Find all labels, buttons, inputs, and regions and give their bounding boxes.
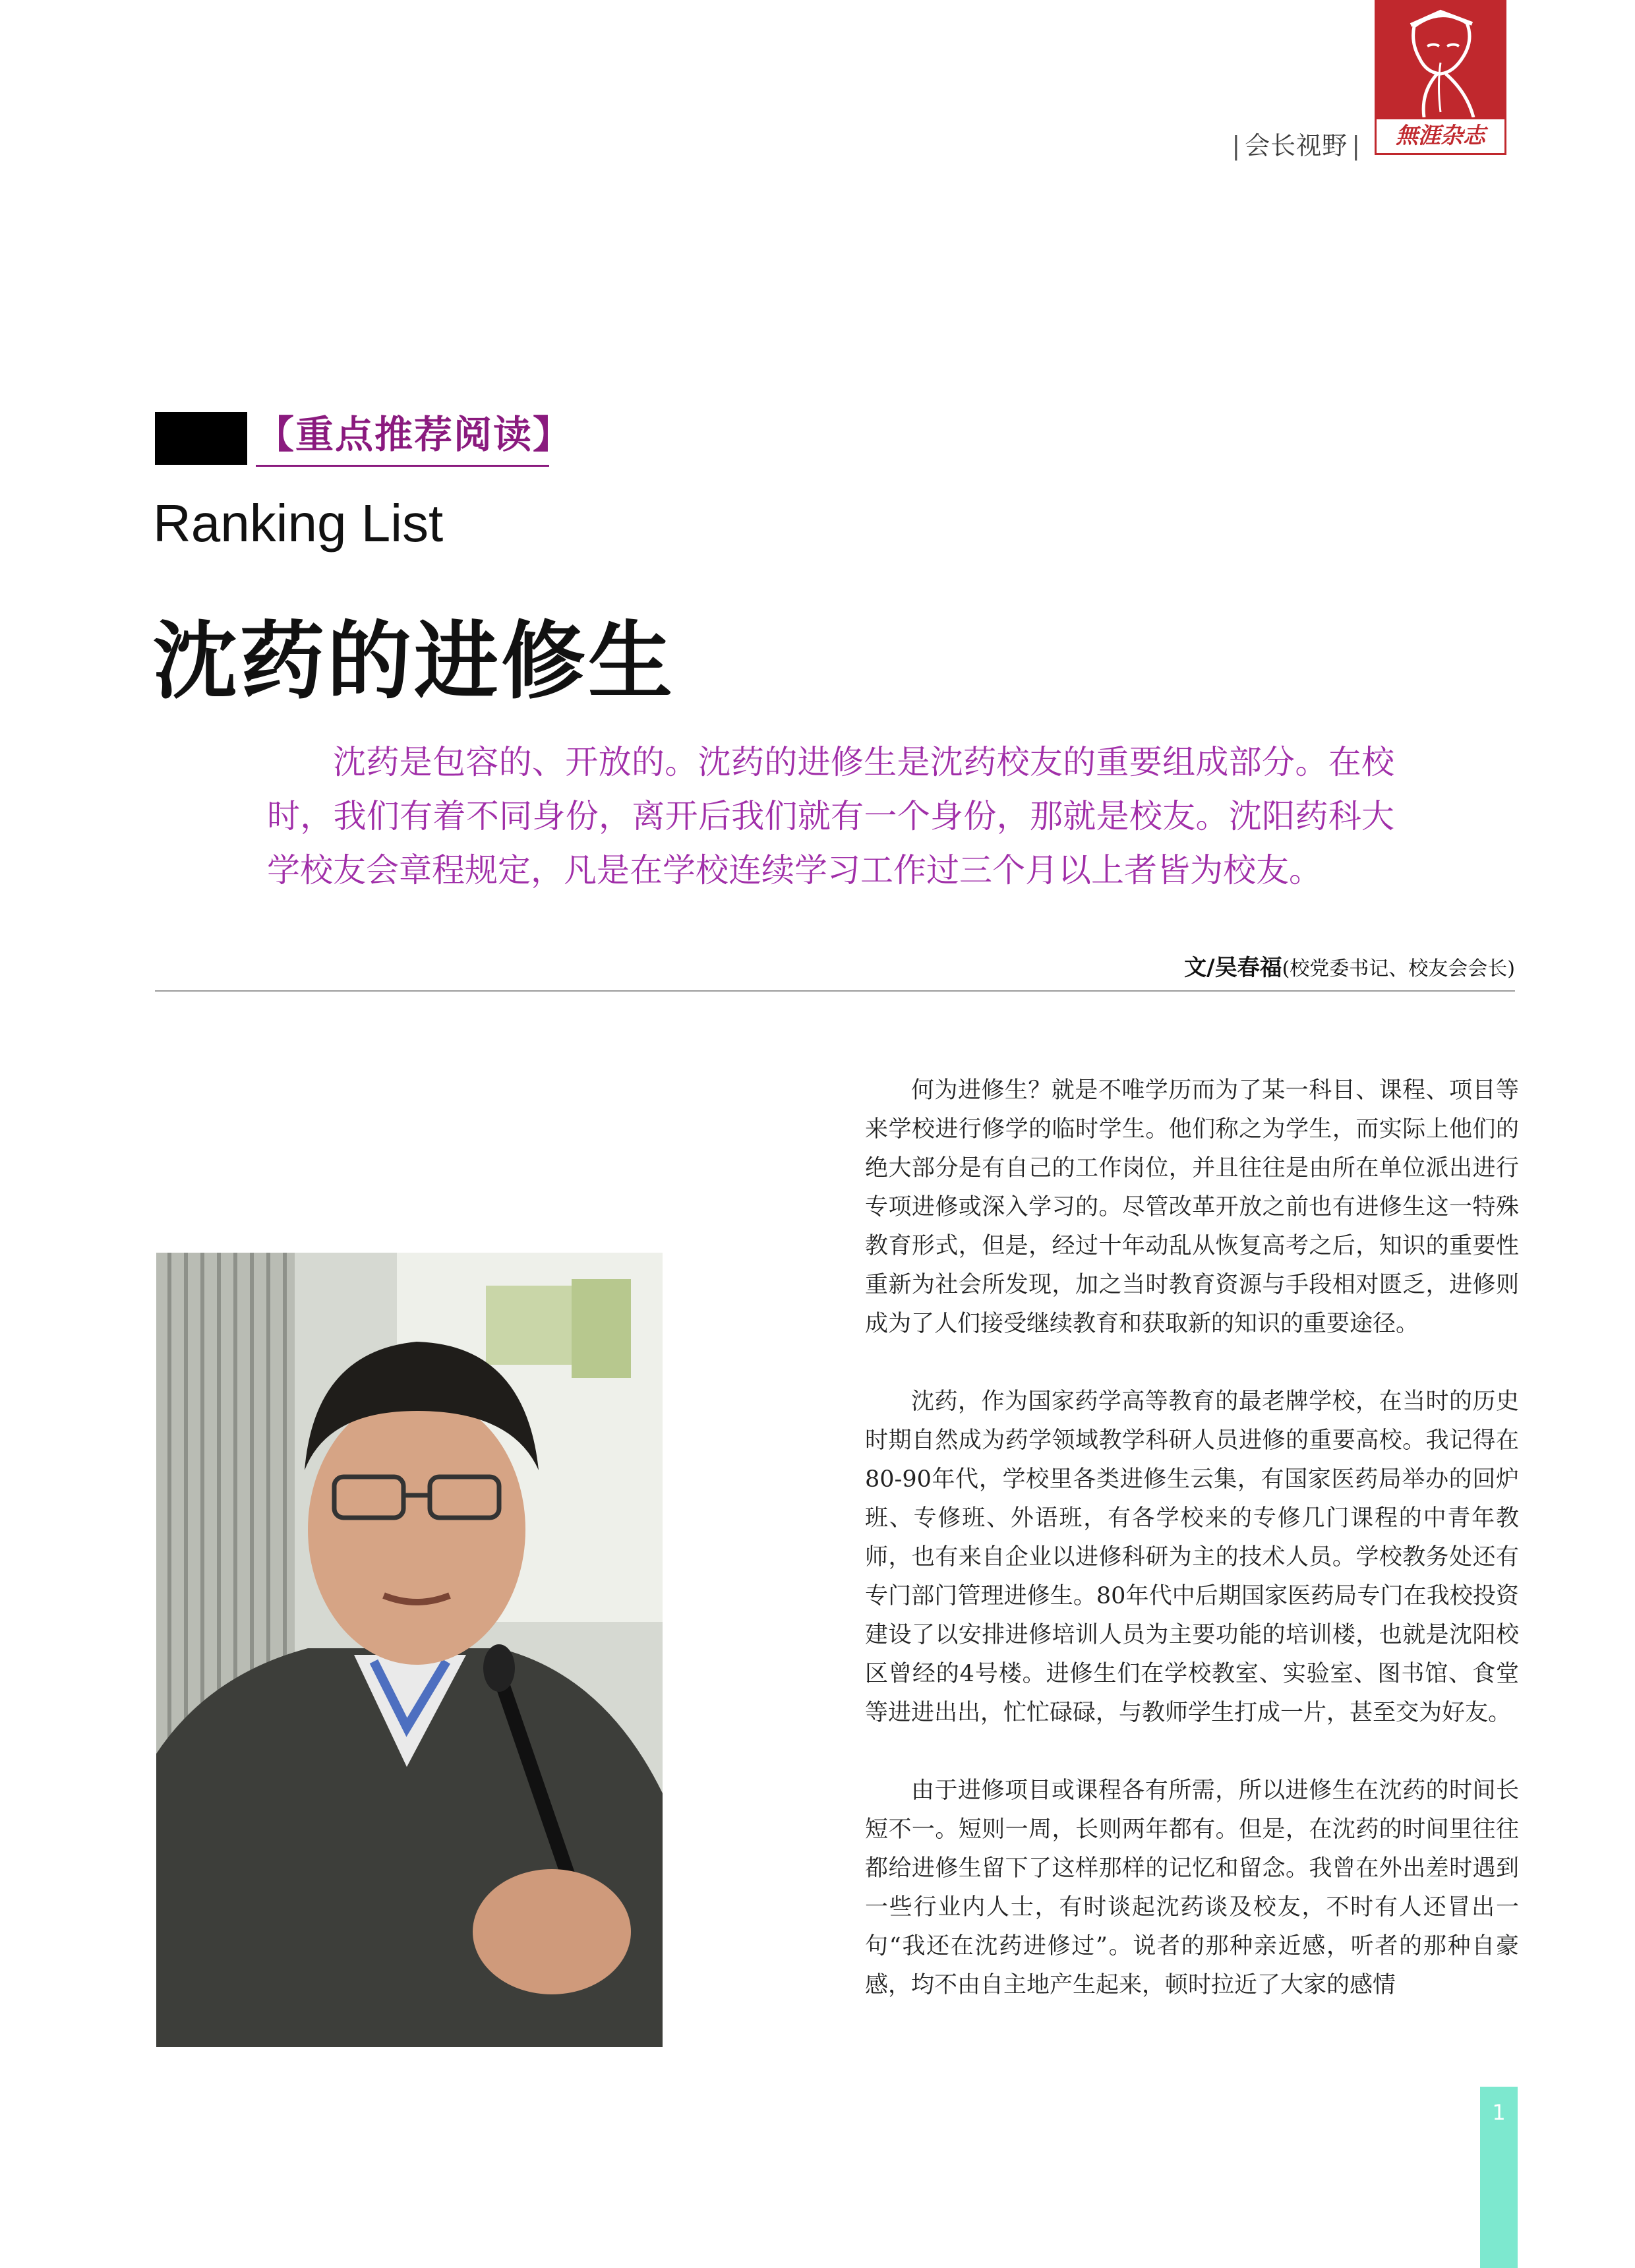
section-label-text: 会长视野	[1245, 131, 1348, 160]
byline	[1184, 949, 1515, 982]
scholar-portrait-icon	[1375, 0, 1506, 119]
article-body	[865, 1071, 1519, 2044]
byline-role: (校党委书记、校友会会长)	[1282, 957, 1515, 980]
speaker-photo	[156, 1253, 663, 2047]
body-paragraph: 何为进修生？就是不唯学历而为了某一科目、课程、项目等来学校进行修学的临时学生。他们称之为学生，而实际上他们的绝大部分是有自己的工作岗位，并且往往是由所在单位派出进行专项进修或深入学习的。尽管改革开放之前也有进修生这一特殊教育形式，但是，经过十年动乱从恢复高考之后，知识的重要性重新为社会所发现，加之当时教育资源与手段相对匮乏，进修则成为了人们接受继续教育和获取新的知识的重要途径。	[865, 1077, 1519, 1337]
section-label: | 会长视野 |	[1232, 131, 1361, 160]
article-title: 沈药的进修生	[153, 612, 676, 711]
body-paragraph: 沈药，作为国家药学高等教育的最老牌学校，在当时的历史时期自然成为药学领域教学科研人员进修的重要高校。我记得在80-90年代，学校里各类进修生云集，有国家医药局举办的回炉班、专修班、外语班，有各学校来的专修几门课程的中青年教师，也有来自企业以进修科研为主的技术人员。学校教务处还有专门部门管理进修生。80年代中后期国家医药局专门在我校投资建设了以安排进修培训人员为主要功能的培训楼，也就是沈阳校区曾经的4号楼。进修生们在学校教室、实验室、图书馆、食堂等进进出出，忙忙碌碌，与教师学生打成一片，甚至交为好友。	[865, 1388, 1519, 1726]
byline-author: 文/吴春福	[1184, 955, 1282, 981]
page-number: 1	[1492, 2100, 1506, 2125]
magazine-name: 無涯杂志	[1375, 117, 1506, 155]
article-intro: 沈药是包容的、开放的。沈药的进修生是沈药校友的重要组成部分。在校时，我们有着不同身份，离开后我们就有一个身份，那就是校友。沈阳药科大学校友会章程规定，凡是在学校连续学习工作过三个月以上者皆为校友。	[267, 743, 1394, 889]
decorative-black-block	[155, 412, 247, 465]
recommend-label: 【重点推荐阅读】	[256, 412, 573, 457]
kicker-title: Ranking List	[153, 494, 444, 552]
divider-rule	[155, 990, 1515, 992]
recommend-underline	[256, 465, 549, 467]
body-paragraph: 由于进修项目或课程各有所需，所以进修生在沈药的时间长短不一。短则一周，长则两年都有。但是，在沈药的时间里往往都给进修生留下了这样那样的记忆和留念。我曾在外出差时遇到一些行业内人士，有时谈起沈药谈及校友，不时有人还冒出一句“我还在沈药进修过”。说者的那种亲近感，听者的那种自豪感，均不由自主地产生起来，顿时拉近了大家的感情	[865, 1777, 1519, 1998]
